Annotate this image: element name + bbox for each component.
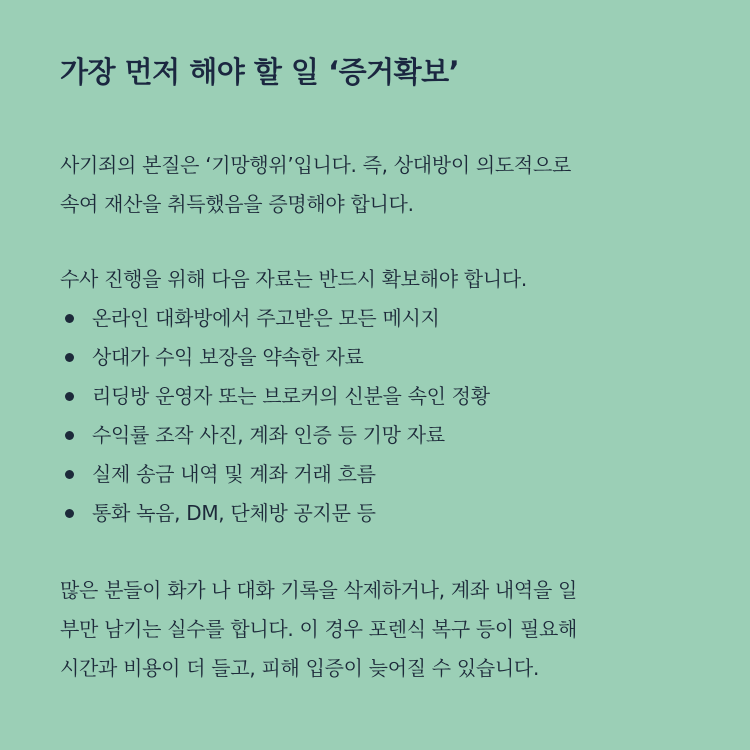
evidence-lead: 수사 진행을 위해 다음 자료는 반드시 확보해야 합니다. [60,267,527,291]
bullet-icon [65,314,74,323]
bullet-icon [65,353,74,362]
closing-section [60,571,690,688]
list-item-text: 상대가 수익 보장을 약속한 자료 [92,345,364,369]
intro-line-1: 사기죄의 본질은 ‘기망행위’입니다. 즉, 상대방이 의도적으로 [60,153,571,177]
closing-line-2: 부만 남기는 실수를 합니다. 이 경우 포렌식 복구 등이 필요해 [60,617,578,641]
evidence-section [60,260,690,533]
page-title: 가장 먼저 해야 할 일 ‘증거확보’ [60,55,460,89]
list-item-text: 수익률 조작 사진, 계좌 인증 등 기망 자료 [92,423,445,447]
bullet-icon [65,392,74,401]
list-item [60,494,690,533]
list-item [60,416,690,455]
list-item-text: 온라인 대화방에서 주고받은 모든 메시지 [92,306,440,330]
list-item-text: 통화 녹음, DM, 단체방 공지문 등 [92,501,376,525]
evidence-list [60,299,690,533]
list-item-text: 리딩방 운영자 또는 브로커의 신분을 속인 정황 [92,384,490,408]
intro-line-2: 속여 재산을 취득했음을 증명해야 합니다. [60,192,414,216]
closing-line-3: 시간과 비용이 더 들고, 피해 입증이 늦어질 수 있습니다. [60,656,540,680]
list-item [60,299,690,338]
intro-section [60,146,690,224]
list-item-text: 실제 송금 내역 및 계좌 거래 흐름 [92,462,376,486]
list-item [60,377,690,416]
list-item [60,455,690,494]
closing-line-1: 많은 분들이 화가 나 대화 기록을 삭제하거나, 계좌 내역을 일 [60,578,578,602]
bullet-icon [65,470,74,479]
bullet-icon [65,431,74,440]
bullet-icon [65,509,74,518]
list-item [60,338,690,377]
